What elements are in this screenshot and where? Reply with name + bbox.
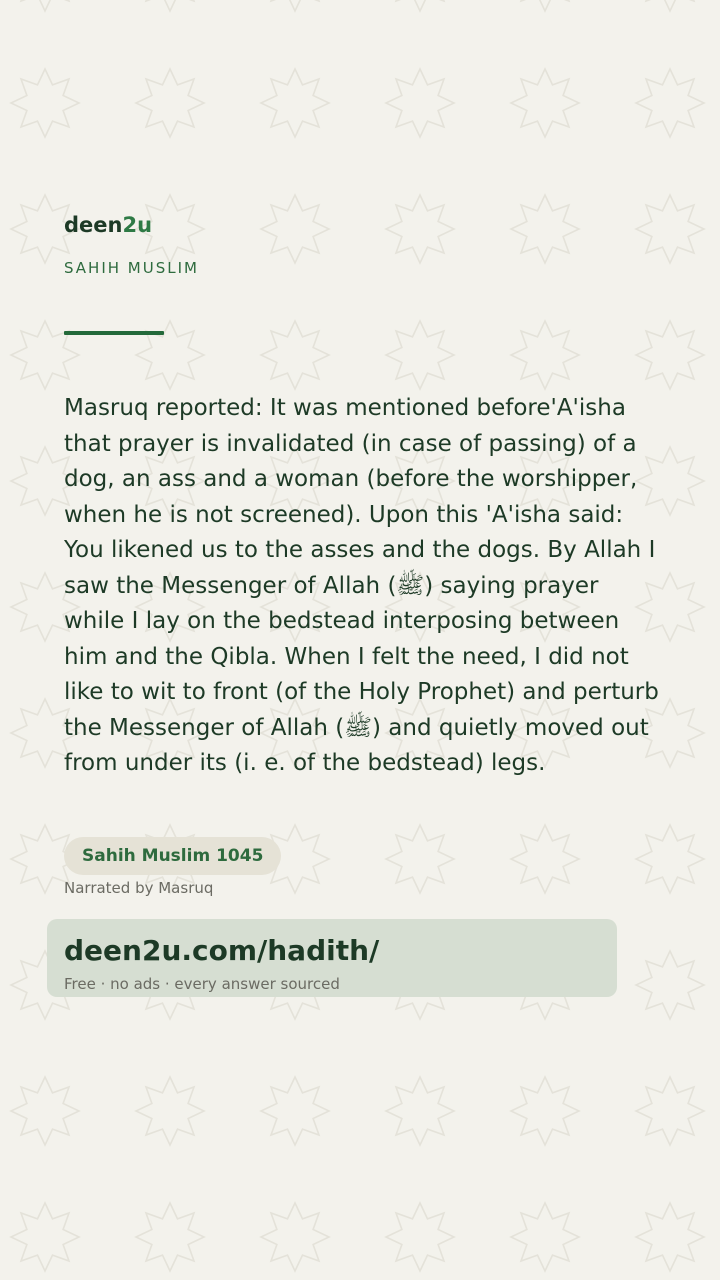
website-link-card[interactable] (47, 919, 617, 997)
collection-label: SAHIH MUSLIM (64, 259, 199, 277)
brand-name-accent: 2u (122, 213, 153, 237)
brand-name-main: deen (64, 213, 123, 237)
brand-logo (64, 211, 152, 239)
hadith-text: Masruq reported: It was mentioned before'A'isha that prayer is invalidated (in case of passing) of a dog, an ass and a woman (before the worshipper, when he is not screened). Upon this 'A'isha said: You likened us to the asses and the dogs. By Allah I saw the Messenger of Allah (ﷺ) saying prayer while I lay on the bedstead interposing between him and the Qibla. When I felt the need, I did not like to wit to front (of the Holy Prophet) and perturb the Messenger of Allah (ﷺ) and quietly moved out from under its (i. e. of the bedstead) legs. (64, 395, 659, 776)
website-url[interactable]: deen2u.com/hadith/ (64, 934, 380, 967)
hadith-reference-badge: Sahih Muslim 1045 (64, 837, 281, 875)
narrator-text: Narrated by Masruq (64, 879, 214, 897)
divider (64, 331, 164, 335)
website-tagline: Free · no ads · every answer sourced (64, 975, 340, 993)
